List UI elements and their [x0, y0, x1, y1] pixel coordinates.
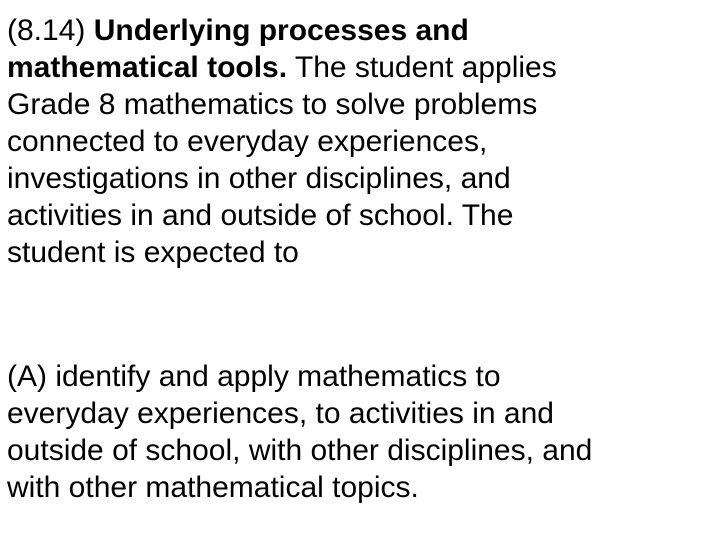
- standard-heading: Underlying processes and mathematical tools.: [7, 14, 469, 84]
- expectation-a: (A) identify and apply mathematics to everyday experiences, to activities in and outside of school, with other disciplines, and with other mathematical topics.: [7, 360, 593, 504]
- standard-code: (8.14): [7, 14, 86, 47]
- standard-body: The student applies Grade 8 mathematics to solve problems connected to everyday experiences, investigations in other disciplines, and activities in and outside of school. The student is expected to: [7, 51, 557, 269]
- standard-paragraph: [7, 12, 713, 271]
